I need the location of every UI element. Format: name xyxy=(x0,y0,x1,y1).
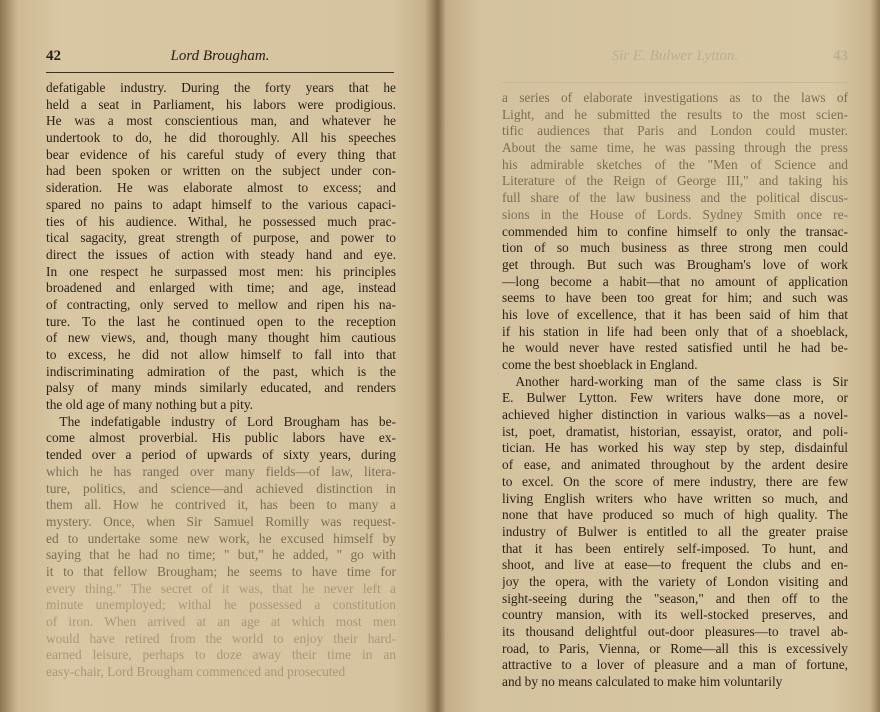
text-line: road, to Paris, Vienna, or Rome—all this is excessively xyxy=(502,640,848,656)
text-line: none that have produced so much of high quality. The xyxy=(502,507,848,523)
text-line: country mansion, with its well-stocked preserves, and xyxy=(502,607,848,623)
text-line: ties of his audience. Withal, he possessed much prac- xyxy=(46,213,396,229)
paragraph xyxy=(46,80,396,414)
text-line: direct the issues of action with steady hand and eye. xyxy=(46,246,396,262)
text-line: held a seat in Parliament, his labors were prodigious. xyxy=(46,96,396,112)
text-line: palsy of many minds similarly educated, and renders xyxy=(46,380,396,396)
text-line: He was a most conscientious man, and whatever he xyxy=(46,113,396,129)
text-line: which he has ranged over many fields—of law, litera- xyxy=(46,463,396,479)
right-page xyxy=(440,0,880,712)
text-line: The indefatigable industry of Lord Brougham has be- xyxy=(46,413,396,429)
text-line: About the same time, he was passing through the press xyxy=(502,140,848,156)
text-line: of ease, and animated throughout by the ardent desire xyxy=(502,457,848,473)
text-line: attractive to a lover of pleasure and a man of fortune, xyxy=(502,657,848,673)
text-line: commended him to confine himself to only the transac- xyxy=(502,223,848,239)
text-line: tician. He has worked his way step by step, disdainful xyxy=(502,440,848,456)
left-page-text xyxy=(46,80,396,681)
text-line: if his station in life had been only that of a shoeblack, xyxy=(502,323,848,339)
paragraph xyxy=(502,374,848,691)
left-page-header xyxy=(46,48,394,70)
text-line: come the best shoeblack in England. xyxy=(502,357,698,372)
text-line: its thousand delightful out-door pleasures—to travel ab- xyxy=(502,624,848,639)
text-line: spared no pains to adapt himself to the various capaci- xyxy=(46,196,396,212)
text-line: joy the opera, with the variety of London visiting and xyxy=(502,573,848,589)
text-line: In one respect he surpassed most men: his principles xyxy=(46,263,396,279)
text-line: Another hard-working man of the same class is Sir xyxy=(502,373,848,389)
header-rule xyxy=(502,82,848,83)
text-line: ture. To the last he continued open to the reception xyxy=(46,313,396,329)
text-line: every thing." The secret of it was, that he never left a xyxy=(46,580,396,596)
text-line: them all. How he contrived it, has been to many a xyxy=(46,497,396,513)
text-line: tion of so much business as three strong men could xyxy=(502,240,848,256)
right-running-title: Sir E. Bulwer Lytton. xyxy=(611,48,739,64)
text-line: Literature of the Reign of George III," and taking his xyxy=(502,173,848,189)
text-line: and by no means calculated to make him voluntarily xyxy=(502,674,783,690)
text-line: tical sagacity, great strength of purpose, and power to xyxy=(46,230,396,246)
text-line: full share of the law business and the political discus- xyxy=(502,190,848,206)
text-line: would have retired from the world to enjoy their hard- xyxy=(46,630,396,646)
right-page-number: 43 xyxy=(833,48,848,64)
text-line: he would never have rested satisfied until he had be- xyxy=(502,340,848,356)
text-line: industry of Bulwer is entitled to all the greater praise xyxy=(502,523,848,539)
text-line: —long become a habit—that no amount of application xyxy=(502,273,848,289)
text-line: living English writers who have written so much, and xyxy=(502,490,848,506)
text-line: bear evidence of his careful study of every thing that xyxy=(46,146,396,162)
text-line: a series of elaborate investigations as to the laws of xyxy=(502,90,848,105)
text-line: tended over a period of upwards of sixty years, during xyxy=(46,447,396,463)
text-line: sight-seeing during the "season," and then off to the xyxy=(502,590,848,606)
text-line: mystery. Once, when Sir Samuel Romilly was request- xyxy=(46,513,396,529)
text-line: indiscriminating admiration of the past, which is the xyxy=(46,363,396,379)
text-line: to excess, he did not allow himself to fall into that xyxy=(46,347,396,362)
text-line: sions in the House of Lords. Sydney Smith once re- xyxy=(502,206,848,222)
text-line: earned leisure, perhaps to doze away their time in an xyxy=(46,647,396,663)
text-line: seems to have been too great for him; and such was xyxy=(502,290,848,306)
text-line: of new views, and, though many thought him cautious xyxy=(46,330,396,346)
text-line: sideration. He was elaborate almost to excess; and xyxy=(46,180,396,196)
text-line: saying that he had no time; " but," he added, " go with xyxy=(46,547,396,563)
left-page xyxy=(0,0,438,712)
right-page-header xyxy=(502,48,848,70)
paragraph xyxy=(502,90,848,374)
text-line: to excel. On the score of mere industry, there are few xyxy=(502,473,848,489)
text-line: his admirable sketches of the "Men of Science and xyxy=(502,156,848,172)
text-line: it to that fellow Brougham; he seems to have time for xyxy=(46,563,396,579)
text-line: had been spoken or written on the subject under con- xyxy=(46,163,396,179)
right-page-text xyxy=(502,90,848,691)
text-line: ture, politics, and science—and achieved distinction in xyxy=(46,480,396,496)
text-line: easy-chair, Lord Brougham commenced and prosecuted xyxy=(46,664,346,680)
text-line: that it has been entirely self-imposed. To hunt, and xyxy=(502,540,848,556)
text-line: ist, poet, dramatist, historian, essayist, orator, and poli- xyxy=(502,423,848,439)
paragraph xyxy=(46,414,396,681)
text-line: shoot, and live at ease—to frequent the clubs and en- xyxy=(502,557,848,573)
text-line: of iron. When arrived at an age at which most men xyxy=(46,614,396,629)
text-line: achieved higher distinction in various walks—as a novel- xyxy=(502,407,848,423)
text-line: the old age of many nothing but a pity. xyxy=(46,397,254,413)
text-line: come almost proverbial. His public labors have ex- xyxy=(46,430,396,446)
text-line: minute unemployed; withal he possessed a constitution xyxy=(46,597,396,613)
text-line: of contracting, only served to mellow and ripen his na- xyxy=(46,296,396,312)
text-line: broadened and enlarged with time; and age, instead xyxy=(46,280,396,296)
header-rule xyxy=(46,72,394,73)
text-line: defatigable industry. During the forty years that he xyxy=(46,80,396,95)
text-line: Light, and he submitted the results to the most scien- xyxy=(502,106,848,122)
text-line: ed to undertake some new work, he excused himself by xyxy=(46,530,396,546)
text-line: get through. But such was Brougham's love of work xyxy=(502,256,848,272)
left-page-number: 42 xyxy=(46,48,61,64)
text-line: E. Bulwer Lytton. Few writers have done more, or xyxy=(502,390,848,406)
text-line: his love of excellence, that it has been said of him that xyxy=(502,306,848,322)
text-line: tific audiences that Paris and London could muster. xyxy=(502,123,848,139)
left-running-title: Lord Brougham. xyxy=(170,48,270,64)
text-line: undertook to do, he did thoroughly. All his speeches xyxy=(46,130,396,146)
